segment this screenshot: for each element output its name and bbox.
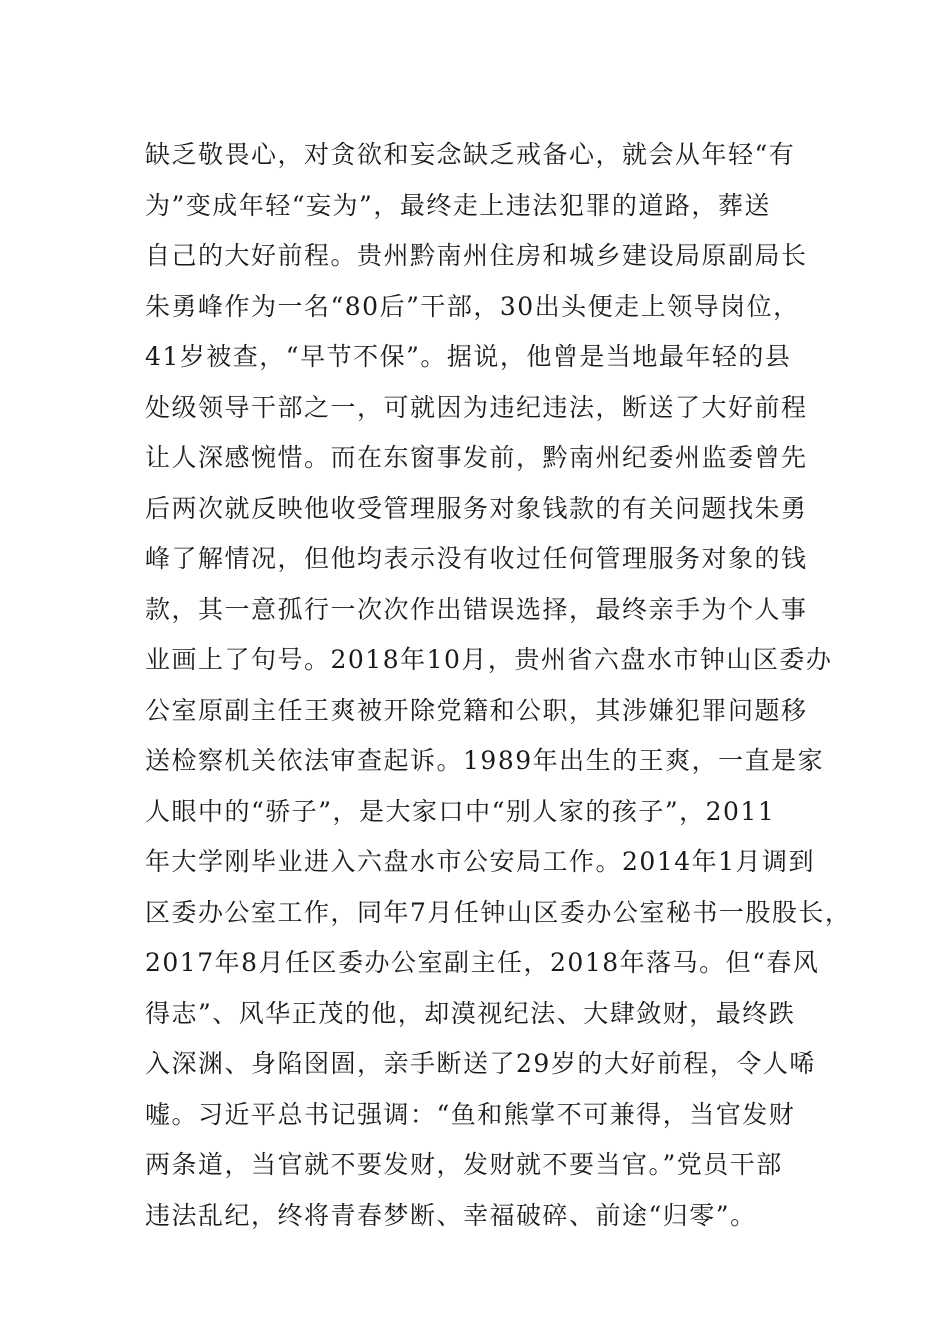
text-line: 人眼中的“骄子”，是大家口中“别人家的孩子”，2011 bbox=[145, 796, 776, 826]
text-line: 得志”、风华正茂的他，却漠视纪法、大肆敛财，最终跌 bbox=[145, 998, 796, 1028]
text-line: 后两次就反映他收受管理服务对象钱款的有关问题找朱勇 bbox=[145, 493, 808, 523]
text-line: 送检察机关依法审查起诉。1989年出生的王爽，一直是家 bbox=[145, 746, 825, 775]
text-line: 缺乏敬畏心，对贪欲和妄念缺乏戒备心，就会从年轻“有 bbox=[145, 140, 796, 169]
text-line: 处级领导干部之一，可就因为违纪违法，断送了大好前程 bbox=[145, 392, 808, 422]
text-line: 朱勇峰作为一名“80后”干部，30出头便走上领导岗位， bbox=[145, 291, 800, 321]
text-line: 款，其一意孤行一次次作出错误选择，最终亲手为个人事 bbox=[145, 594, 808, 624]
text-line: 2017年8月任区委办公室副主任，2018年落马。但“春风 bbox=[145, 948, 820, 977]
text-line: 入深渊、身陷囹圄，亲手断送了29岁的大好前程，令人唏 bbox=[145, 1049, 816, 1078]
text-line: 区委办公室工作，同年7月任钟山区委办公室秘书一股股长， bbox=[145, 897, 852, 927]
text-line: 自己的大好前程。贵州黔南州住房和城乡建设局原副局长 bbox=[145, 241, 808, 270]
body-paragraph bbox=[145, 133, 852, 1244]
text-line: 年大学刚毕业进入六盘水市公安局工作。2014年1月调到 bbox=[145, 847, 816, 876]
text-line: 公室原副主任王爽被开除党籍和公职，其涉嫌犯罪问题移 bbox=[145, 695, 808, 725]
text-line: 峰了解情况，但他均表示没有收过任何管理服务对象的钱 bbox=[145, 544, 808, 573]
text-line: 让人深感惋惜。而在东窗事发前，黔南州纪委州监委曾先 bbox=[145, 443, 808, 472]
text-line: 违法乱纪，终将青春梦断、幸福破碎、前途“归零”。 bbox=[145, 1200, 757, 1230]
text-line: 嘘。习近平总书记强调：“鱼和熊掌不可兼得，当官发财 bbox=[145, 1099, 796, 1129]
text-line: 业画上了句号。2018年10月，贵州省六盘水市钟山区委办 bbox=[145, 645, 833, 674]
text-line: 41岁被查，“早节不保”。据说，他曾是当地最年轻的县 bbox=[145, 342, 792, 371]
text-line: 为”变成年轻“妄为”，最终走上违法犯罪的道路，葬送 bbox=[145, 190, 771, 220]
text-line: 两条道，当官就不要发财，发财就不要当官。”党员干部 bbox=[145, 1150, 783, 1179]
